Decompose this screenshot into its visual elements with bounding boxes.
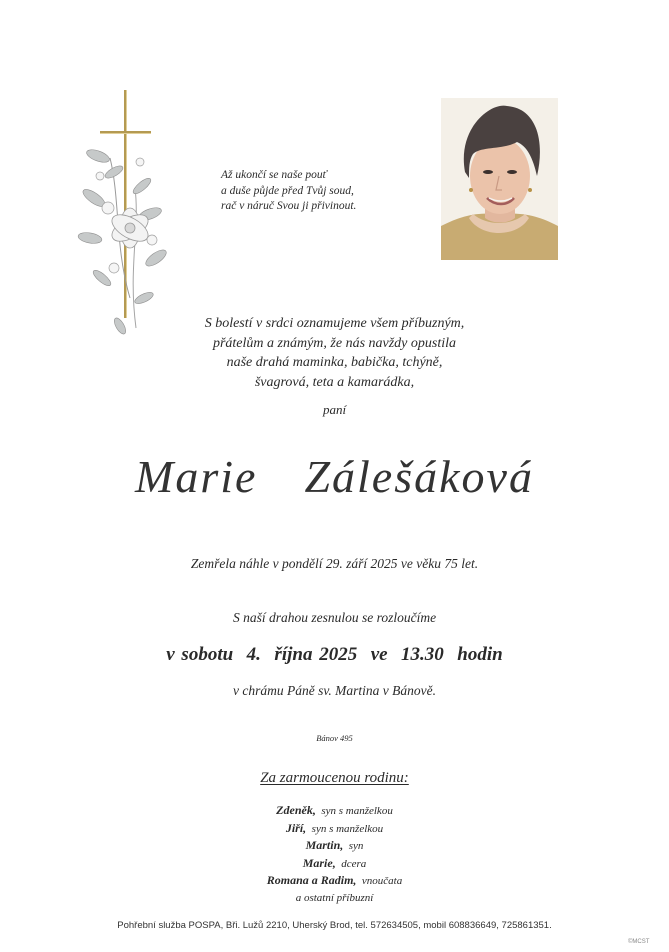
deceased-name: Marie Zálešáková: [135, 451, 534, 502]
family-member-name: Marie,: [302, 855, 336, 870]
poem-line: rač v náruč Svou ji přivinout.: [221, 200, 357, 212]
intro-line: přátelům a známým, že nás navždy opustila: [212, 335, 457, 351]
honorific: paní: [322, 402, 347, 417]
poem-line: Až ukončí se naše pouť: [221, 169, 327, 181]
family-member-name: Jiří,: [285, 820, 307, 835]
family-member-name: Martin,: [305, 838, 344, 852]
intro-line: naše drahá maminka, babička, tchýně,: [226, 355, 443, 370]
family-title: Za zarmoucenou rodinu:: [260, 770, 409, 786]
family-member-name: Zdeněk,: [276, 803, 316, 817]
death-notice: Zemřela náhle v pondělí 29. září 2025 ve věku 75 let.: [190, 556, 479, 571]
family-member-relation: syn s manželkou: [311, 822, 384, 835]
family-member: [0, 820, 669, 838]
poem-line: a duše půjde před Tvůj soud,: [221, 184, 354, 197]
family-address: Bánov 495: [316, 733, 353, 743]
announcement-intro: [0, 314, 669, 392]
corner-mark: ©MCST: [628, 939, 650, 945]
family-member: [0, 837, 669, 855]
intro-line: švagrová, teta a kamarádka,: [254, 374, 415, 390]
funeral-service-footer: Pohřební služba POSPA, Bři. Lužů 2210, Uherský Brod, tel. 572634505, mobil 608836649, 725861351.: [117, 920, 552, 931]
family-member: [0, 855, 669, 873]
family-member-relation: dcera: [341, 857, 367, 870]
ceremony-place: v chrámu Páně sv. Martina v Bánově.: [233, 683, 436, 698]
portrait-photo: [441, 98, 558, 260]
family-member-name: Romana a Radim,: [266, 873, 357, 887]
ceremony-time: v sobotu 4. října 2025 ve 13.30 hodin: [166, 644, 503, 665]
family-list: [0, 802, 669, 906]
family-member: [0, 802, 669, 820]
poem: [221, 168, 356, 215]
family-member-relation: a ostatní příbuzní: [295, 891, 374, 904]
family-member-relation: syn: [348, 840, 364, 852]
family-member-relation: syn s manželkou: [321, 805, 393, 817]
family-member: [0, 872, 669, 890]
intro-line: S bolestí v srdci oznamujeme všem příbuzným,: [204, 316, 465, 331]
family-member: [0, 890, 669, 907]
family-member-relation: vnoučata: [361, 875, 403, 887]
farewell-line: S naší drahou zesnulou se rozloučíme: [232, 610, 437, 625]
